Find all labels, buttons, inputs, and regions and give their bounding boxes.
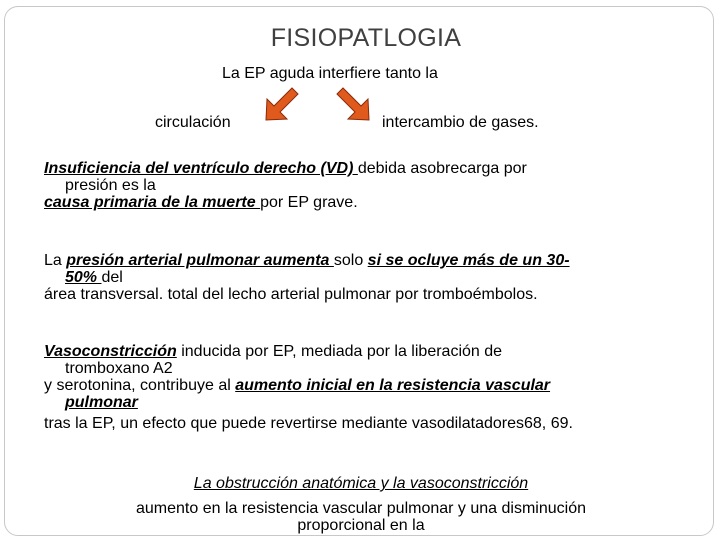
percent-emphasis: 50% [65,269,102,286]
p1-text-1: debida asobrecarga por [357,160,527,177]
resistance-emphasis: aumento inicial en la resistencia vascular [235,377,551,394]
rv-failure-emphasis: Insuficiencia del ventrículo derecho (VD) [44,160,358,177]
occlusion-emphasis: si se ocluye más de un 30- [367,252,570,269]
p1-text-2: presión es la [65,177,156,194]
p4-text-2: proporcional en la [297,517,425,534]
intro-text: La EP aguda interfiere tanto la [222,65,438,82]
pressure-emphasis: presión arterial pulmonar aumenta [66,252,334,269]
p3-text-1: inducida por EP, mediada por la liberación de [176,343,503,360]
obstruction-emphasis: La obstrucción anatómica y la vasoconstricción [193,475,529,492]
vasoconstriction-emphasis: Vasoconstricción [44,343,177,360]
p2-text-3: del [101,269,123,286]
arrow-down-left-icon [262,86,300,124]
death-cause-emphasis: causa primaria de la muerte [44,194,261,211]
p2-text-1: La [44,252,67,269]
p3-text-3: y serotonina, contribuye al [44,377,236,394]
arrow-down-right-icon [335,86,373,124]
circulation-label: circulación [155,114,231,131]
p1-text-3: por EP grave. [260,194,358,211]
p4-text-1: aumento en la resistencia vascular pulmonar y una disminución [135,500,586,517]
p3-text-2: tromboxano A2 [65,360,173,377]
obstruction-heading [0,475,720,492]
paragraph-vasoconstriction [44,343,684,432]
paragraph-rv-failure [44,160,684,211]
paragraph-pulmonary-pressure [44,252,684,303]
p2-text-4: área transversal. total del lecho arterial pulmonar por tromboémbolos. [44,286,538,303]
gas-exchange-label: intercambio de gases. [382,114,539,131]
slide-title: FISIOPATLOGIA [270,24,462,52]
p3-text-4: tras la EP, un efecto que puede revertirse mediante vasodilatadores68, 69. [44,415,573,432]
p2-text-2: solo [333,252,368,269]
pulmonary-emphasis: pulmonar [65,394,138,411]
